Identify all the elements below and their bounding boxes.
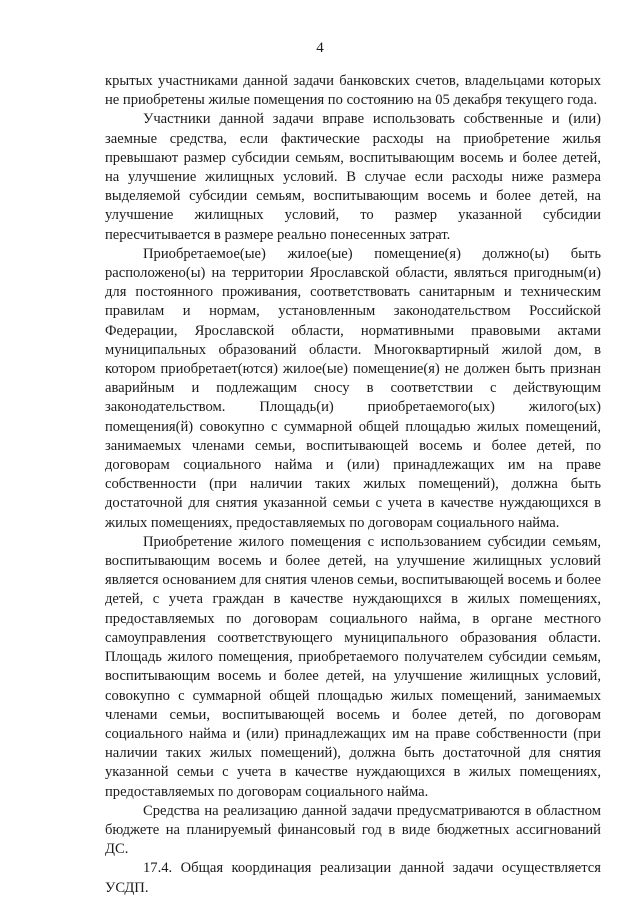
paragraph-deregistration: Приобретение жилого помещения с использованием субсидии семьям, воспитывающим восемь и более детей, на улучшение жилищных условий является основанием для снятия членов семьи, воспитывающей восемь и более детей, с учета граждан в качестве нуждающихся в жилых помещениях, предоставляемых по договорам социального найма, в органе местного самоуправления соответствующего муниципального образования области. Площадь жилого помещения, приобретаемого получателем субсидии семьям, воспитывающим восемь и более детей, на улучшение жилищных условий, совокупно с суммарной общей площадью жилых помещений, занимаемых членами семьи, воспитывающей восемь и более детей, по договорам социального найма и (или) принадлежащих им на праве собственности (при наличии таких жилых помещений), должна быть достаточной для снятия указанной семьи с учета в качестве нуждающихся в жилых помещениях, предоставляемых по договорам социального найма. [105,533,601,800]
paragraph-continuation: крытых участниками данной задачи банковских счетов, владельцами которых не приобретены жилые помещения по состоянию на 05 декабря текущего года. [105,73,601,109]
document-body [105,72,601,898]
paragraph-housing-requirements: Приобретаемое(ые) жилое(ые) помещение(я) должно(ы) быть расположено(ы) на территории Ярославской области, являться пригодным(и) для постоянного проживания, соответствовать санитарным и техническим правилам и нормам, установленным законодательством Российской Федерации, Ярославской области, нормативными правовыми актами муниципальных образований области. Многоквартирный жилой дом, в котором приобретает(ются) жилое(ые) помещение(я) не должен быть признан аварийным и подлежащим сносу в соответствии с действующим законодательством. Площадь(и) приобретаемого(ых) жилого(ых) помещения(й) совокупно с суммарной общей площадью жилых помещений, занимаемых членами семьи, воспитывающей восемь и более детей, по договорам социального найма и (или) принадлежащих им на праве собственности (при наличии таких жилых помещений), должна быть достаточной для снятия указанной семьи с учета в качестве нуждающихся в жилых помещениях, предоставляемых по договорам социального найма. [105,245,601,531]
paragraph-coordination: 17.4. Общая координация реализации данной задачи осуществляется УСДП. [105,860,601,896]
page-number: 4 [316,40,324,56]
paragraph-funding: Средства на реализацию данной задачи предусматриваются в областном бюджете на планируемый финансовый год в виде бюджетных ассигнований ДС. [105,802,601,858]
paragraph-own-funds: Участники данной задачи вправе использовать собственные и (или) заемные средства, если фактические расходы на приобретение жилья превышают размер субсидии семьям, воспитывающим восемь и более детей, на улучшение жилищных условий. В случае если расходы ниже размера выделяемой субсидии семьям, воспитывающим восемь и более детей, на улучшение жилищных условий, то размер указанной субсидии пересчитывается в размере реально понесенных затрат. [105,111,601,243]
